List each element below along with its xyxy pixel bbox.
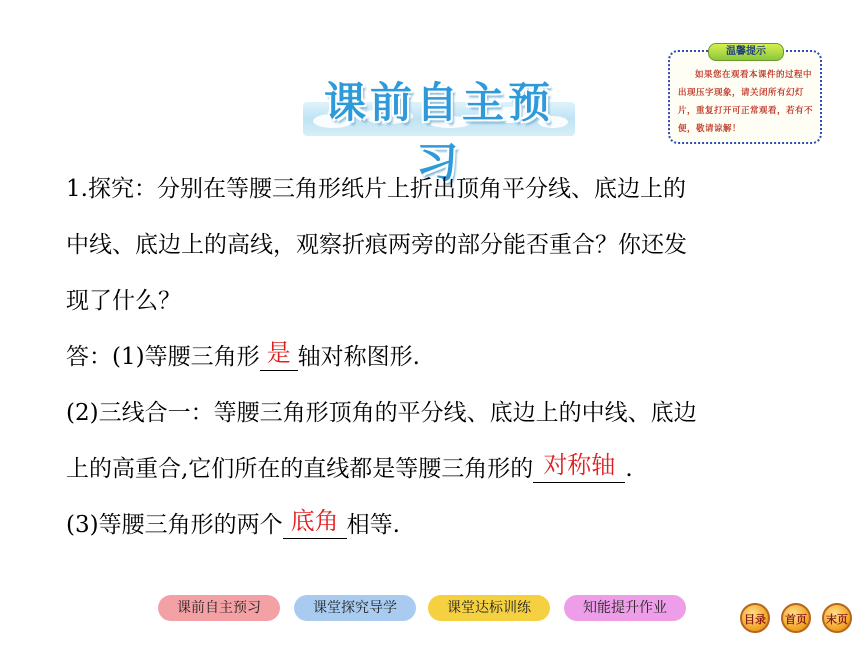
answer-3-prefix: (3)等腰三角形的两个 [66, 512, 283, 538]
answer-2-line-1: (2)三线合一：等腰三角形顶角的平分线、底边上的中线、底边 [66, 400, 697, 426]
answer-3-fill: 底角 [290, 507, 339, 535]
answer-2-fill: 对称轴 [543, 451, 616, 479]
question-line-3: 现了什么？ [66, 288, 181, 314]
answer-2-line-2 [66, 450, 633, 483]
question-line-2: 中线、底边上的高线，观察折痕两旁的部分能否重合？你还发 [66, 232, 687, 258]
answer-2-blank [533, 451, 625, 483]
title-banner [303, 66, 575, 187]
nav-button-explore[interactable]: 课堂探究导学 [294, 595, 416, 621]
page-title: 课前自主预习 [323, 78, 554, 187]
answer-2-suffix: . [625, 456, 633, 482]
answer-1-blank [260, 339, 298, 371]
answer-3 [66, 506, 400, 539]
nav-button-practice[interactable]: 课堂达标训练 [428, 595, 550, 621]
nav-button-preview[interactable]: 课前自主预习 [158, 595, 280, 621]
warm-tip-box [668, 46, 822, 144]
answer-2-prefix: 上的高重合,它们所在的直线都是等腰三角形的 [66, 456, 534, 482]
answer-3-blank [283, 507, 347, 539]
first-page-button[interactable]: 首页 [781, 603, 811, 633]
tip-title: 温馨提示 [708, 43, 784, 61]
last-page-button[interactable]: 末页 [822, 603, 852, 633]
question-line-1: 1.探究：分别在等腰三角形纸片上折出顶角平分线、底边上的 [66, 176, 686, 202]
answer-1 [66, 338, 420, 371]
nav-button-homework[interactable]: 知能提升作业 [564, 595, 686, 621]
answer-1-prefix: 答：(1)等腰三角形 [66, 344, 260, 370]
answer-1-suffix: 轴对称图形. [297, 344, 420, 370]
answer-1-fill: 是 [266, 339, 291, 367]
contents-button[interactable]: 目录 [740, 603, 770, 633]
answer-3-suffix: 相等. [346, 512, 400, 538]
tip-text: 如果您在观看本课件的过程中出现压字现象，请关闭所有幻灯片，重复打开可正常观看，若有不便，敬请谅解！ [678, 70, 814, 134]
